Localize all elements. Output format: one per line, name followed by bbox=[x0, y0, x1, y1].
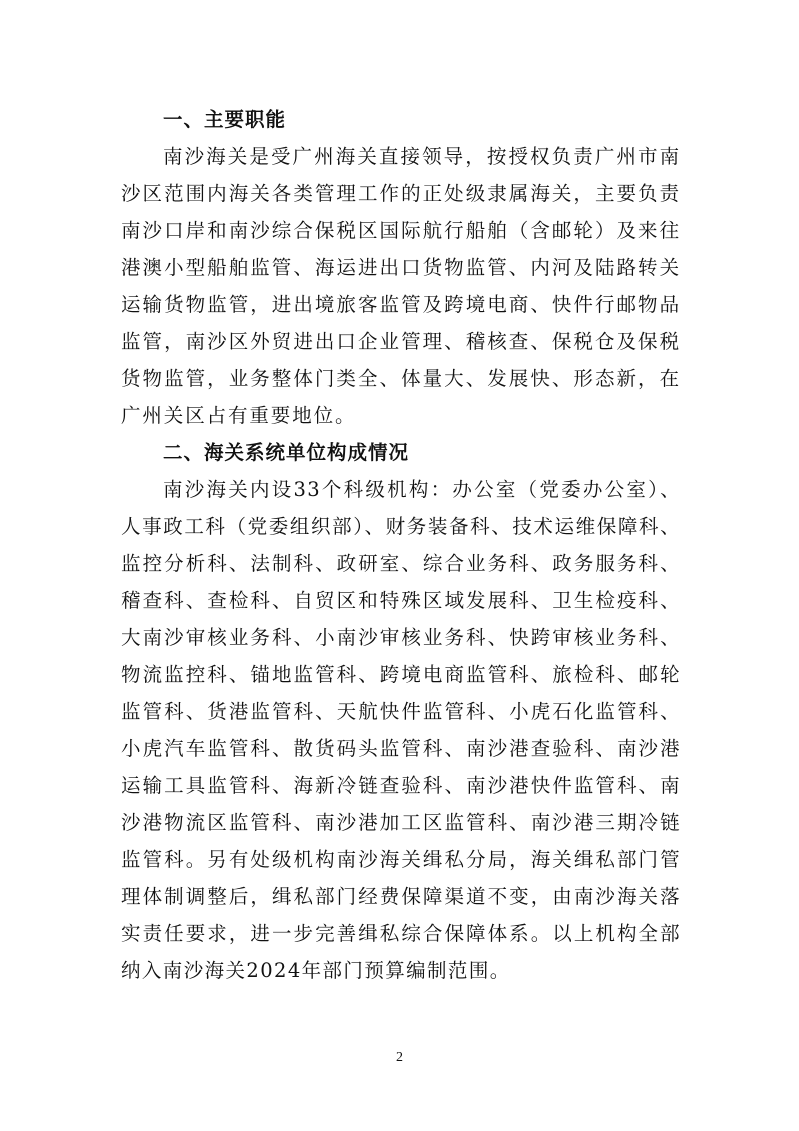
document-body bbox=[121, 101, 681, 989]
paragraph-main-functions: 南沙海关是受广州海关直接领导，按授权负责广州市南沙区范围内海关各类管理工作的正处级隶属海关，主要负责南沙口岸和南沙综合保税区国际航行船舶（含邮轮）及来往港澳小型船舶监管、海运进出口货物监管、内河及陆路转关运输货物监管，进出境旅客监管及跨境电商、快件行邮物品监管，南沙区外贸进出口企业管理、稽核查、保税仓及保税货物监管，业务整体门类全、体量大、发展快、形态新，在广州关区占有重要地位。 bbox=[121, 145, 681, 427]
page-number: 2 bbox=[396, 1050, 403, 1065]
section-heading-unit-composition: 二、海关系统单位构成情况 bbox=[163, 441, 410, 464]
paragraph-unit-composition: 南沙海关内设33个科级机构：办公室（党委办公室）、人事政工科（党委组织部）、财务装备科、技术运维保障科、监控分析科、法制科、政研室、综合业务科、政务服务科、稽查科、查检科、自贸区和特殊区域发展科、卫生检疫科、大南沙审核业务科、小南沙审核业务科、快跨审核业务科、物流监控科、锚地监管科、跨境电商监管科、旅检科、邮轮监管科、货港监管科、天航快件监管科、小虎石化监管科、小虎汽车监管科、散货码头监管科、南沙港查验科、南沙港运输工具监管科、海新冷链查验科、南沙港快件监管科、南沙港物流区监管科、南沙港加工区监管科、南沙港三期冷链监管科。另有处级机构南沙海关缉私分局，海关缉私部门管理体制调整后，缉私部门经费保障渠道不变，由南沙海关落实责任要求，进一步完善缉私综合保障体系。以上机构全部纳入南沙海关2024年部门预算编制范围。 bbox=[121, 478, 681, 982]
section-heading-main-functions: 一、主要职能 bbox=[163, 108, 287, 131]
